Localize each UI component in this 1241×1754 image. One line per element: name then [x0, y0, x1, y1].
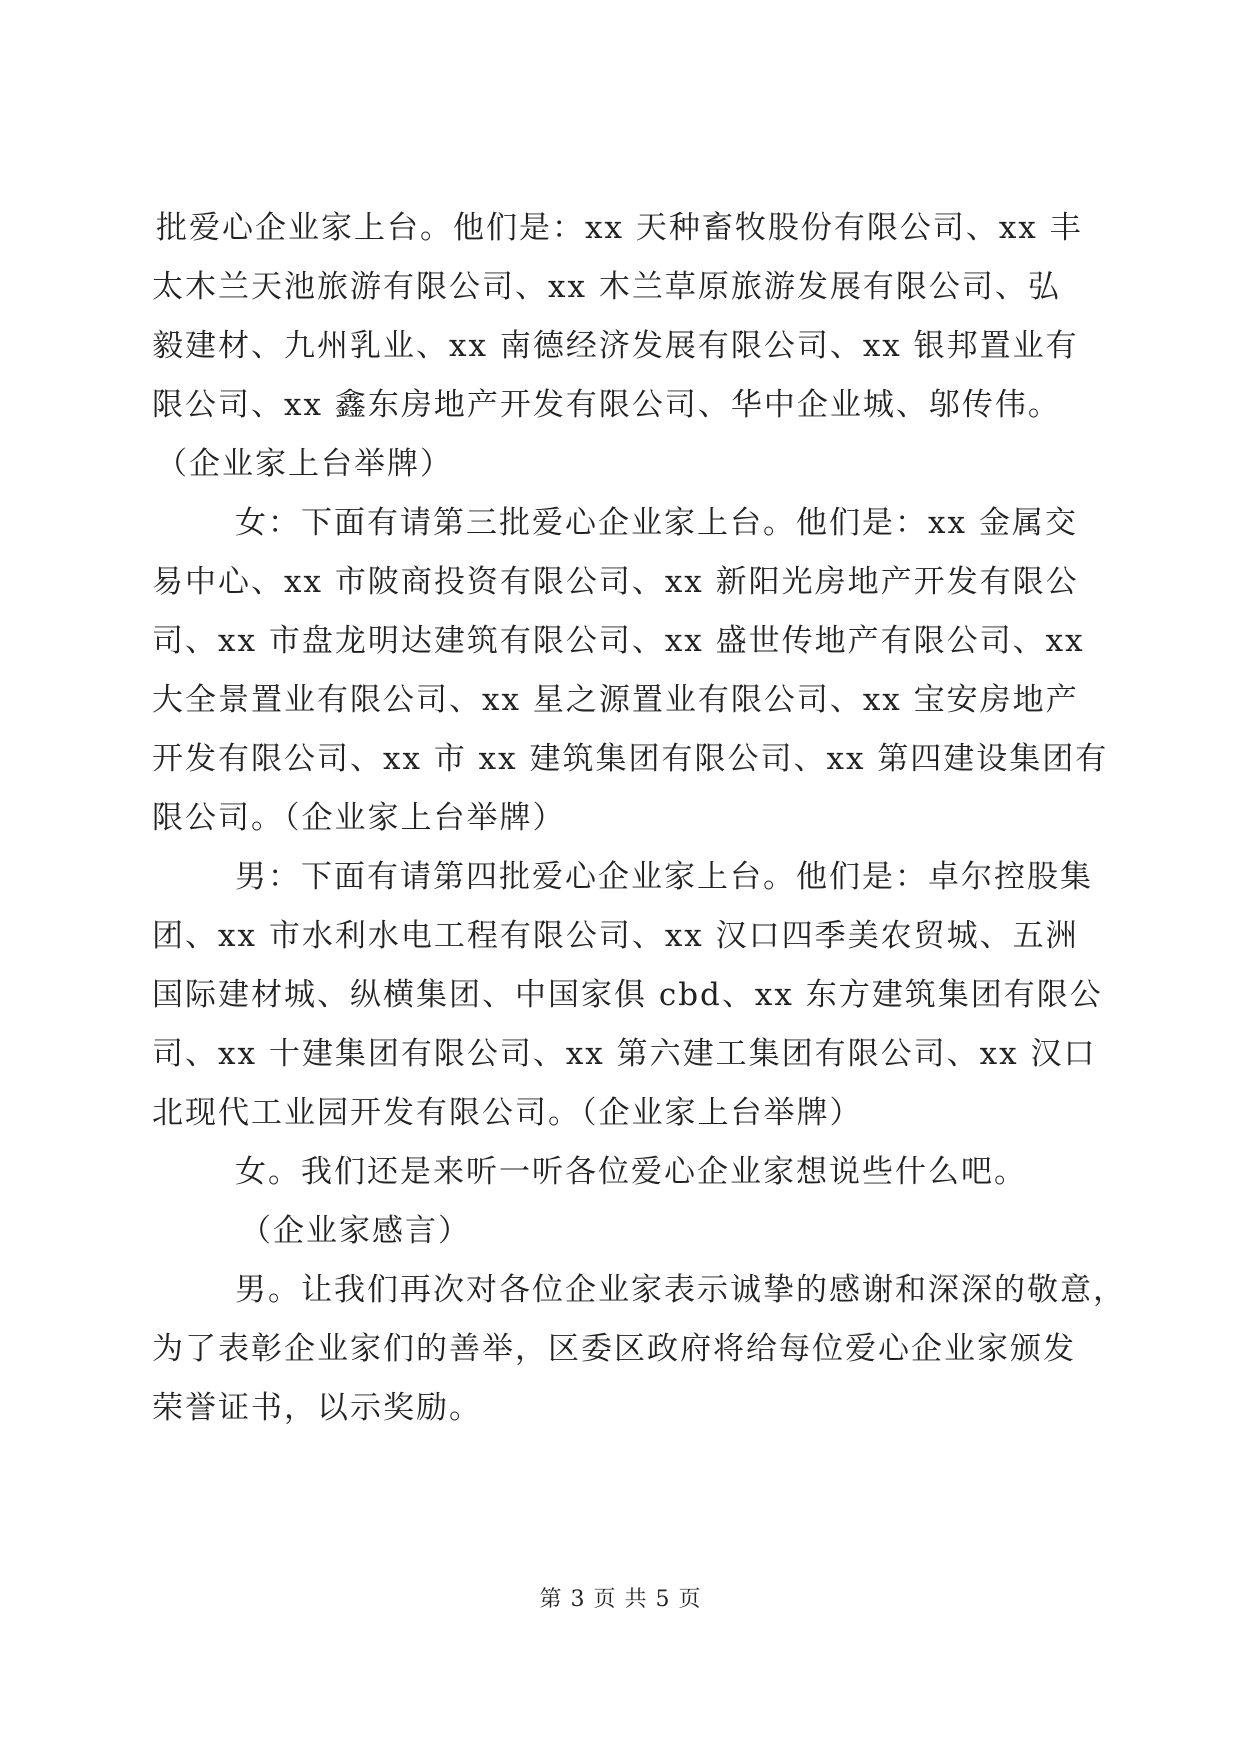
paragraph-line: 北现代工业园开发有限公司。（企业家上台举牌） [152, 1095, 863, 1131]
paragraph-line: 女：下面有请第三批爱心企业家上台。他们是：xx 金属交 [235, 505, 1078, 541]
paragraph-line: 男。让我们再次对各位企业家表示诚挚的感谢和深深的敬意， [235, 1272, 1126, 1308]
paragraph-line: 大全景置业有限公司、xx 星之源置业有限公司、xx 宝安房地产 [152, 682, 1079, 718]
paragraph-line: 女。我们还是来听一听各位爱心企业家想说些什么吧。 [235, 1154, 1027, 1190]
paragraph-line: 限公司。（企业家上台举牌） [152, 800, 566, 836]
paragraph-line: 荣誉证书，以示奖励。 [152, 1390, 482, 1426]
paragraph-line: 男：下面有请第四批爱心企业家上台。他们是：卓尔控股集 [235, 859, 1093, 895]
paragraph-line: 司、xx 市盘龙明达建筑有限公司、xx 盛世传地产有限公司、xx [152, 623, 1085, 659]
paragraph-line: 国际建材城、纵横集团、中国家俱 cbd、xx 东方建筑集团有限公 [152, 977, 1103, 1013]
page-number-footer: 第 3 页 共 5 页 [539, 1587, 702, 1612]
paragraph-line: 团、xx 市水利水电工程有限公司、xx 汉口四季美农贸城、五洲 [152, 918, 1079, 954]
paragraph-line: 开发有限公司、xx 市 xx 建筑集团有限公司、xx 第四建设集团有 [152, 741, 1109, 777]
paragraph-line: （企业家感言） [240, 1213, 471, 1249]
paragraph-line: 易中心、xx 市陂商投资有限公司、xx 新阳光房地产开发有限公 [152, 564, 1079, 600]
paragraph-line: 限公司、xx 鑫东房地产开发有限公司、华中企业城、邬传伟。 [152, 387, 1061, 423]
paragraph-line: 为了表彰企业家们的善举，区委区政府将给每位爱心企业家颁发 [152, 1331, 1076, 1367]
paragraph-line: （企业家上台举牌） [156, 446, 453, 482]
paragraph-line: 批爱心企业家上台。他们是：xx 天种畜牧股份有限公司、xx 丰 [156, 210, 1083, 246]
paragraph-line: 太木兰天池旅游有限公司、xx 木兰草原旅游发展有限公司、弘 [152, 269, 1061, 305]
paragraph-line: 毅建材、九州乳业、xx 南德经济发展有限公司、xx 银邦置业有 [152, 328, 1079, 364]
paragraph-line: 司、xx 十建集团有限公司、xx 第六建工集团有限公司、xx 汉口 [152, 1036, 1097, 1072]
